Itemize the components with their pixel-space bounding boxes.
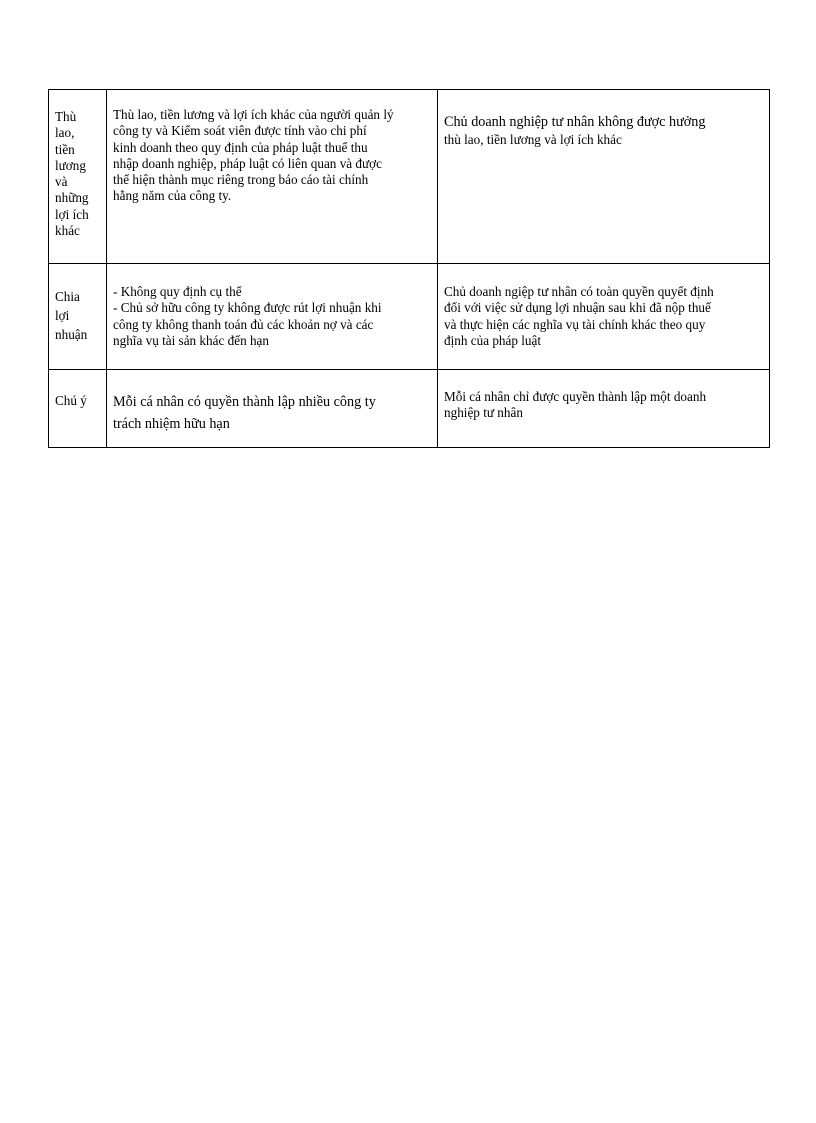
cell-text-line: - Chủ sở hữu công ty không được rút lợi nhuận khi [113, 300, 382, 316]
row-label-line: lương [55, 157, 86, 173]
comparison-table [48, 89, 770, 448]
llc-column-cell [107, 90, 438, 264]
cell-text-line: Thù lao, tiền lương và lợi ích khác của người quản lý [113, 107, 394, 122]
cell-text-line: công ty và Kiểm soát viên được tính vào chi phí [113, 123, 367, 139]
cell-text-line: thể hiện thành mục riêng trong báo cáo tài chính [113, 172, 369, 188]
table-row-profit-distribution [49, 264, 770, 370]
cell-text-line: đối với việc sử dụng lợi nhuận sau khi đã nộp thuế [444, 300, 711, 316]
llc-column-cell [107, 264, 438, 370]
cell-text-line: nghĩa vụ tài sản khác đến hạn [113, 332, 270, 348]
cell-text-line: công ty không thanh toán đủ các khoản nợ và các [113, 316, 374, 332]
table-row-compensation [49, 90, 770, 264]
cell-text-line: Mỗi cá nhân chỉ được quyền thành lập một doanh [444, 389, 707, 404]
cell-text-line: nhập doanh nghiệp, pháp luật có liên quan và được [113, 155, 383, 171]
row-label-line: nhuận [55, 327, 88, 342]
row-label-line: Thù [55, 109, 77, 124]
row-label-line: khác [55, 223, 80, 239]
cell-text-line: nghiệp tư nhân [444, 405, 523, 421]
row-label-line: lao, [55, 125, 75, 141]
cell-text-line: kinh doanh theo quy định của pháp luật thuế thu [113, 139, 368, 155]
private-enterprise-column-cell [438, 264, 770, 370]
cell-text-line: trách nhiệm hữu hạn [113, 416, 230, 432]
row-label-line: lợi ích [55, 206, 89, 222]
row-label-line: những [55, 190, 89, 206]
row-label-cell [49, 264, 107, 370]
cell-text-line: Chủ doanh ngiệp tư nhân có toàn quyền quyết định [444, 284, 714, 299]
cell-text-line: Mỗi cá nhân có quyền thành lập nhiều công ty [113, 394, 376, 410]
row-label-cell [49, 90, 107, 264]
row-label-cell [49, 370, 107, 448]
table-row-note [49, 370, 770, 448]
cell-text-line: và thực hiện các nghĩa vụ tài chính khác theo quy [444, 316, 706, 332]
row-label-line: và [55, 174, 68, 190]
cell-lead-line: Chủ doanh nghiệp tư nhân không được hưởng [444, 114, 706, 130]
row-label-line: Chú ý [55, 393, 87, 408]
llc-column-cell [107, 370, 438, 448]
cell-text-line: định của pháp luật [444, 332, 542, 348]
private-enterprise-column-cell [438, 90, 770, 264]
row-label-line: lợi [55, 308, 70, 323]
cell-text-line: hằng năm của công ty. [113, 188, 232, 204]
cell-text-line: thù lao, tiền lương và lợi ích khác [444, 132, 622, 147]
private-enterprise-column-cell [438, 370, 770, 448]
row-label-line: tiền [55, 141, 75, 157]
row-label-line: Chia [55, 289, 80, 304]
cell-text-line: - Không quy định cụ thể [113, 284, 242, 299]
